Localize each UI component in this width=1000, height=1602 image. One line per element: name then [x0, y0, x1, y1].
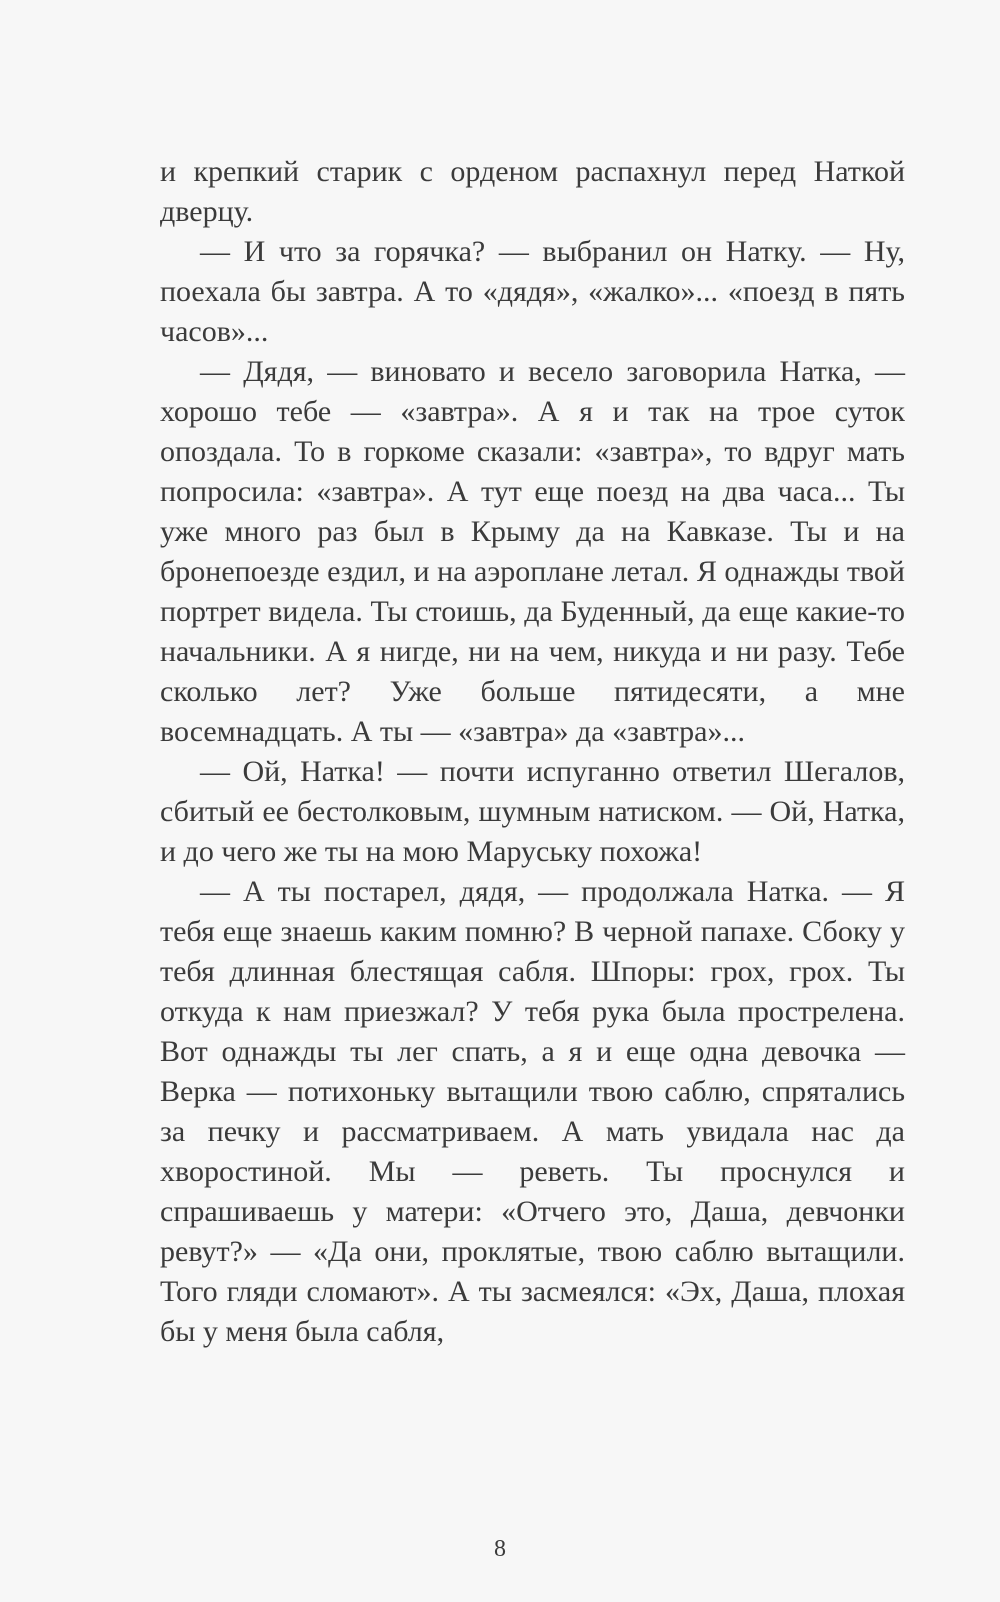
body-text: [160, 152, 905, 1352]
paragraph-5: — А ты постарел, дядя, — продолжала Натка. — Я тебя еще знаешь каким помню? В черной папахе. Сбоку у тебя длинная блестящая сабля. Шпоры: грох, грох. Ты откуда к нам приезжал? У тебя рука была прострелена. Вот однажды ты лег спать, а я и еще одна девочка — Верка — потихоньку вытащили твою саблю, спрятались за печку и рассматриваем. А мать увидала нас да хворостиной. Мы — реветь. Ты проснулся и спрашиваешь у матери: «Отчего это, Даша, девчонки ревут?» — «Да они, проклятые, твою саблю вытащили. Того гляди сломают». А ты засмеялся: «Эх, Даша, плохая бы у меня была сабля,: [160, 875, 905, 1348]
paragraph-3: — Дядя, — виновато и весело заговорила Натка, — хорошо тебе — «завтра». А я и так на трое суток опоздала. То в горкоме сказали: «завтра», то вдруг мать попросила: «завтра». А тут еще поезд на два часа... Ты уже много раз был в Крыму да на Кавказе. Ты и на бронепоезде ездил, и на аэроплане летал. Я однажды твой портрет видела. Ты стоишь, да Буденный, да еще какие-то начальники. А я нигде, ни на чем, никуда и ни разу. Тебе сколько лет? Уже больше пятидесяти, а мне восемнадцать. А ты — «завтра» да «завтра»...: [160, 355, 905, 748]
page-number: 8: [494, 1536, 506, 1562]
paragraph-2: — И что за горячка? — выбранил он Натку. — Ну, поехала бы завтра. А то «дядя», «жалко»... «поезд в пять часов»...: [160, 235, 905, 348]
paragraph-4: — Ой, Натка! — почти испуганно ответил Шегалов, сбитый ее бестолковым, шумным натиском. — Ой, Натка, и до чего же ты на мою Маруську похожа!: [160, 755, 905, 868]
paragraph-1: и крепкий старик с орденом распахнул перед Наткой дверцу.: [160, 155, 905, 228]
